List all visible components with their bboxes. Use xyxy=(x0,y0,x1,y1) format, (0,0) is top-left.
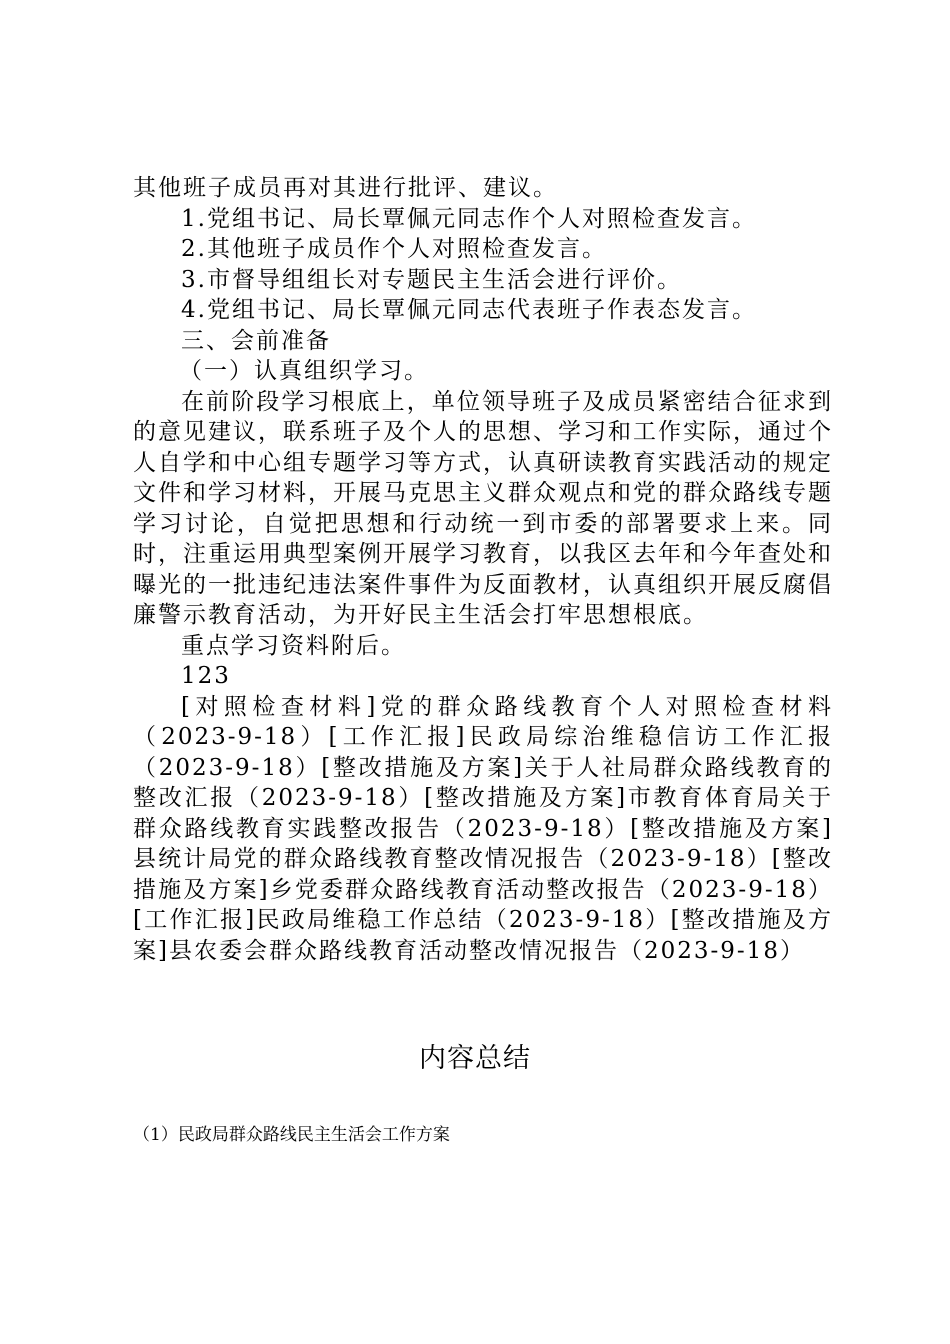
list-item-1: 1.党组书记、局长覃佩元同志作个人对照检查发言。 xyxy=(181,205,757,232)
section-heading: 三、会前准备 xyxy=(181,327,331,354)
document-body xyxy=(133,173,833,966)
page-number-text: 123 xyxy=(181,663,231,689)
summary-item: （1）民政局群众路线民主生活会工作方案 xyxy=(133,1125,450,1145)
materials-note: 重点学习资料附后。 xyxy=(181,632,406,659)
study-paragraph: 在前阶段学习根底上，单位领导班子及成员紧密结合征求到的意见建议，联系班子及个人的思想、学习和工作实际，通过个人自学和中心组专题学习等方式，认真研读教育实践活动的规定文件和学习材料，开展马克思主义群众观点和党的群众路线专题学习讨论，自觉把思想和行动统一到市委的部署要求上来。同时，注重运用典型案例开展学习教育，以我区去年和今年查处和曝光的一批违纪违法案件事件为反面教材，认真组织开展反腐倡廉警示教育活动，为开好民主生活会打牢思想根底。 xyxy=(133,388,833,628)
paragraph-continuation: 其他班子成员再对其进行批评、建议。 xyxy=(133,175,558,201)
summary-title: 内容总结 xyxy=(419,1043,531,1074)
list-item-2: 2.其他班子成员作个人对照检查发言。 xyxy=(181,236,607,262)
list-item-4: 4.党组书记、局长覃佩元同志代表班子作表态发言。 xyxy=(181,297,757,323)
related-links-paragraph: [对照检查材料]党的群众路线教育个人对照检查材料（2023-9-18）[工作汇报]民政局综治维稳信访工作汇报（2023-9-18）[整改措施及方案]关于人社局群众路线教育的整改汇报（2023-9-18）[整改措施及方案]市教育体育局关于群众路线教育实践整改报告（2023-9-18）[整改措施及方案]县统计局党的群众路线教育整改情况报告（2023-9-18）[整改措施及方案]乡党委群众路线教育活动整改报告（2023-9-18）[工作汇报]民政局维稳工作总结（2023-9-18）[整改措施及方案]县农委会群众路线教育活动整改情况报告（2023-9-18） xyxy=(133,693,833,964)
list-item-3: 3.市督导组组长对专题民主生活会进行评价。 xyxy=(181,266,682,293)
subsection-heading: （一）认真组织学习。 xyxy=(179,358,429,384)
